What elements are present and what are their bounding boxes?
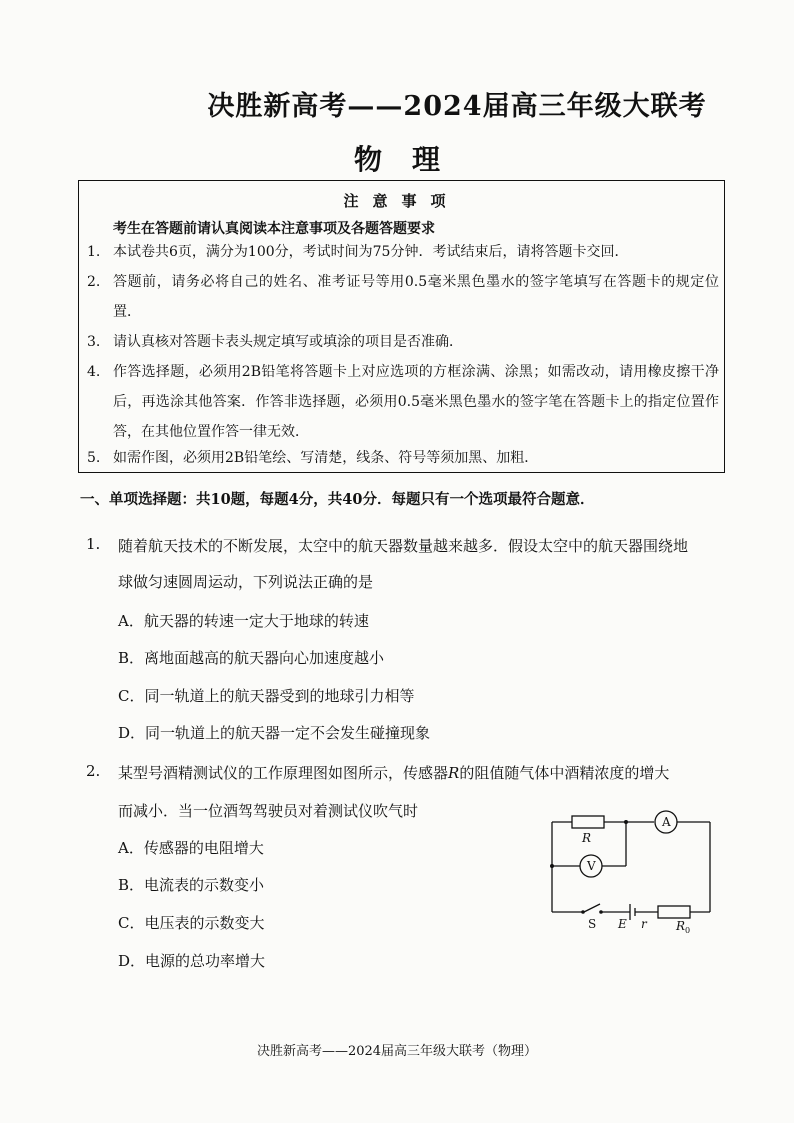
question-stem (118, 762, 669, 783)
notice-item (87, 267, 719, 327)
variable-r: R (448, 764, 460, 782)
circuit-diagram (546, 808, 716, 934)
notice-item-text: 答题前，请务必将自己的姓名、准考证号等用0.5毫米黑色墨水的签字笔填写在答题卡的规定位置． (113, 274, 719, 320)
voltmeter-label: V (587, 859, 596, 873)
option-a: A．传感器的电阻增大 (118, 839, 264, 857)
option-d: D．电源的总功率增大 (118, 952, 266, 970)
ammeter-label: A (662, 815, 671, 829)
option-c: C．同一轨道上的航天器受到的地球引力相等 (118, 687, 415, 705)
notice-box (78, 180, 725, 473)
resistor-r (572, 816, 604, 828)
question-number: 2. (86, 762, 101, 780)
notice-item-text: 请认真核对答题卡表头规定填写或填涂的项目是否准确． (113, 334, 463, 350)
notice-item-number: 5. (87, 450, 101, 466)
stem-text: 的阻值随气体中酒精浓度的增大 (459, 764, 670, 782)
notice-item (87, 443, 719, 473)
notice-heading: 注意事项 (343, 192, 460, 210)
r0-label: $R_0$ (676, 919, 691, 934)
notice-item (87, 327, 719, 357)
page-footer: 决胜新高考——2024届高三年级大联考（物理） (256, 1044, 538, 1059)
notice-item-text: 如需作图，必须用2B铅笔绘、写清楚，线条、符号等须加黑、加粗． (113, 450, 539, 466)
notice-item-text: 作答选择题，必须用2B铅笔将答题卡上对应选项的方框涂满、涂黑；如需改动，请用橡皮擦干净后，再选涂其他答案．作答非选择题，必须用0.5毫米黑色墨水的签字笔在答题卡上的指定位置作答，在其他位置作答一律无效． (113, 364, 719, 440)
question-stem: 而减小．当一位酒驾驾驶员对着测试仪吹气时 (118, 802, 419, 820)
stem-text: 某型号酒精测试仪的工作原理图如图所示，传感器 (118, 764, 449, 782)
resistor-r-label: R (582, 831, 592, 845)
option-c: C．电压表的示数变大 (118, 914, 265, 932)
notice-item (87, 357, 719, 447)
option-d: D．同一轨道上的航天器一定不会发生碰撞现象 (118, 724, 431, 742)
emf-label: E (618, 917, 627, 931)
switch-label: S (588, 917, 597, 931)
internal-resistance-label: r (641, 917, 647, 931)
notice-item-number: 4. (87, 364, 101, 380)
notice-item-number: 3. (87, 334, 101, 350)
section-heading: 一、单项选择题：共10题，每题4分，共40分．每题只有一个选项最符合题意． (80, 491, 595, 508)
notice-item (87, 237, 719, 267)
resistor-r0 (658, 906, 690, 918)
notice-item-number: 2. (87, 274, 101, 290)
notice-intro: 考生在答题前请认真阅读本注意事项及各题答题要求 (113, 221, 435, 237)
option-b: B．电流表的示数变小 (118, 876, 265, 894)
option-a: A．航天器的转速一定大于地球的转速 (118, 612, 369, 630)
exam-title: 决胜新高考——2024届高三年级大联考 (207, 91, 707, 122)
option-b: B．离地面越高的航天器向心加速度越小 (118, 649, 385, 667)
question-stem: 随着航天技术的不断发展，太空中的航天器数量越来越多．假设太空中的航天器围绕地 (118, 537, 689, 555)
question-number: 1. (86, 535, 101, 553)
notice-item-number: 1. (87, 244, 101, 260)
switch-icon (584, 904, 600, 912)
notice-item-text: 本试卷共6页，满分为100分，考试时间为75分钟．考试结束后，请将答题卡交回． (113, 244, 629, 260)
question-stem: 球做匀速圆周运动，下列说法正确的是 (118, 573, 374, 591)
subject-title: 物理 (353, 143, 470, 176)
